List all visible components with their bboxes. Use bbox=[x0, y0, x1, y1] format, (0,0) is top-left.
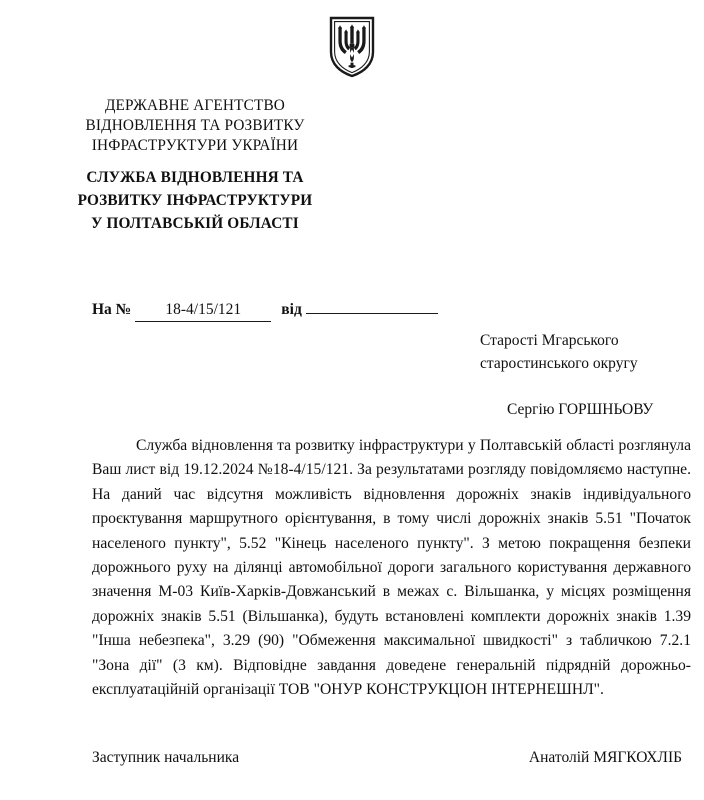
letterhead-line-3: ІНФРАСТРУКТУРИ УКРАЇНИ bbox=[91, 137, 299, 154]
letterhead-line-2: ВІДНОВЛЕННЯ ТА РОЗВИТКУ bbox=[85, 117, 305, 134]
addressee-line-1: Старості Мгарського bbox=[480, 332, 619, 349]
addressee-person-name: Сергію ГОРШНЬОВУ bbox=[507, 401, 654, 418]
reference-date-value bbox=[306, 299, 438, 314]
addressee-block bbox=[480, 329, 695, 421]
department-line-3: У ПОЛТАВСЬКІЙ ОБЛАСТІ bbox=[91, 215, 299, 232]
letterhead-department-name bbox=[0, 166, 390, 235]
signatory-name: Анатолій МЯГКОХЛІБ bbox=[528, 749, 682, 766]
signatory-title: Заступник начальника bbox=[92, 749, 240, 766]
department-line-2: РОЗВИТКУ ІНФРАСТРУКТУРИ bbox=[77, 192, 313, 209]
reference-line bbox=[92, 299, 438, 322]
department-line-1: СЛУЖБА ВІДНОВЛЕННЯ ТА bbox=[86, 169, 304, 186]
reference-number-label: На № bbox=[92, 301, 132, 318]
reference-date-label: від bbox=[281, 301, 302, 318]
addressee-line-2: старостинського округу bbox=[480, 355, 638, 372]
letterhead-agency-name bbox=[0, 96, 390, 156]
letter-body-text: Служба відновлення та розвитку інфраструктури у Полтавській області розглянула Ваш лист від 19.12.2024 №18-4/15/121. За результатами розгляду повідомляємо наступне. На даний час відсутня можливість відновлення дорожніх знаків індивідуального проєктування маршрутного орієнтування, в тому числі дорожніх знаків 5.51 "Початок населеного пункту", 5.52 "Кінець населеного пункту". З метою покращення безпеки дорожнього руху на ділянці автомобільної дороги загального користування державного значення М-03 Київ-Харків-Довжанський в межах с. Вільшанка, у місцях розміщення дорожніх знаків 5.51 (Вільшанка), будуть встановлені комплекти дорожніх знаків 1.39 "Інша небезпека", 3.29 (90) "Обмеження максимальної швидкості" з табличкою 7.2.1 "Зона дії" (3 км). Відповідне завдання доведене генеральній підрядній дорожньо-експлуатаційній організації ТОВ "ОНУР КОНСТРУКЦІОН ІНТЕРНЕШНЛ". bbox=[92, 437, 691, 699]
ukraine-trident-coat-of-arms-icon bbox=[329, 16, 375, 78]
emblem-container bbox=[0, 16, 704, 78]
signature-block bbox=[92, 748, 691, 768]
letterhead-line-1: ДЕРЖАВНЕ АГЕНТСТВО bbox=[104, 97, 286, 114]
reference-number-value: 18-4/15/121 bbox=[135, 300, 271, 322]
